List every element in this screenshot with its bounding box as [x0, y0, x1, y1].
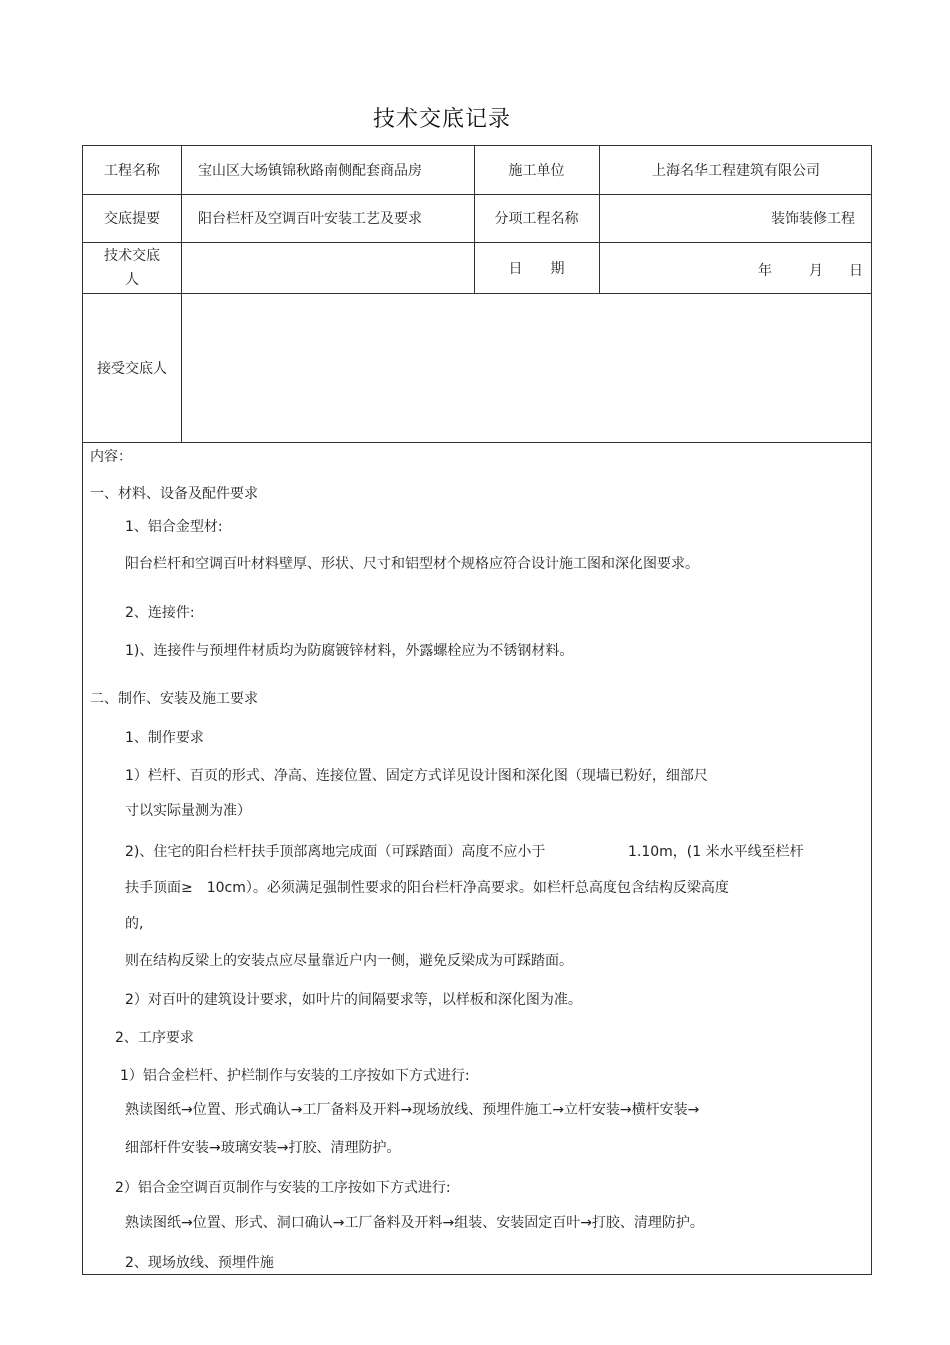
content-line: 1)、连接件与预埋件材质均为防腐镀锌材料，外露螺栓应为不锈钢材料。 [125, 643, 574, 659]
record-table [82, 145, 872, 1275]
document-title: 技术交底记录 [372, 107, 511, 132]
date-month: 月 [809, 263, 823, 279]
subitem-label: 分项工程名称 [494, 211, 579, 227]
content-line: 1）铝合金栏杆、护栏制作与安装的工序按如下方式进行: [120, 1068, 470, 1084]
section-heading: 二、制作、安装及施工要求 [90, 691, 258, 707]
subsection-heading: 2、现场放线、预埋件施 [125, 1255, 274, 1271]
subsection-heading: 1、制作要求 [125, 730, 204, 746]
content-line: 细部杆件安装→玻璃安装→打胶、清理防护。 [125, 1140, 401, 1156]
content-line: 扶手顶面≥ 10cm）。必须满足强制性要求的阳台栏杆净高要求。如栏杆总高度包含结构反梁高度 [125, 880, 729, 896]
project-name-value: 宝山区大场镇锦秋路南侧配套商品房 [198, 163, 422, 179]
section-heading: 一、材料、设备及配件要求 [90, 486, 258, 502]
subitem-value: 装饰装修工程 [771, 211, 855, 227]
content-heading: 内容： [90, 449, 132, 465]
date-year: 年 [758, 263, 772, 279]
content-line: 的, [125, 916, 144, 932]
contractor-label: 施工单位 [508, 163, 565, 179]
content-line: 则在结构反梁上的安装点应尽量靠近户内一侧，避免反梁成为可踩踏面。 [125, 953, 573, 969]
tech-person-label-line2: 人 [125, 271, 139, 288]
content-line: 熟读图纸→位置、形式、洞口确认→工厂备料及开料→组装、安装固定百叶→打胶、清理防护。 [125, 1215, 704, 1231]
content-line: 1）栏杆、百页的形式、净高、连接位置、固定方式详见设计图和深化图（现墙已粉好，细部尺 [125, 768, 708, 784]
content-line: 1.10m，(1 米水平线至栏杆 [628, 844, 804, 860]
project-name-label: 工程名称 [104, 163, 160, 179]
content-line: 寸以实际量测为准） [125, 803, 251, 819]
content-line: 2)、住宅的阳台栏杆扶手顶部离地完成面（可踩踏面）高度不应小于 [125, 844, 546, 860]
summary-label: 交底提要 [104, 211, 160, 227]
summary-value: 阳台栏杆及空调百叶安装工艺及要求 [198, 211, 422, 227]
subsection-heading: 1、铝合金型材: [125, 519, 223, 535]
contractor-value: 上海名华工程建筑有限公司 [652, 163, 820, 179]
row-divider [83, 442, 871, 443]
date-label: 日 期 [508, 260, 565, 277]
content-line: 阳台栏杆和空调百叶材料壁厚、形状、尺寸和铝型材个规格应符合设计施工图和深化图要求。 [125, 556, 699, 572]
content-line: 2）对百叶的建筑设计要求，如叶片的间隔要求等，以样板和深化图为准。 [125, 992, 582, 1008]
content-line: 熟读图纸→位置、形式确认→工厂备料及开料→现场放线、预埋件施工→立杆安装→横杆安装→ [125, 1102, 700, 1118]
subsection-heading: 2、连接件: [125, 605, 195, 621]
date-day: 日 [849, 263, 863, 279]
tech-person-label-line1: 技术交底 [104, 247, 160, 264]
receiver-label: 接受交底人 [97, 360, 167, 377]
receiver-value[interactable] [182, 294, 872, 442]
subsection-heading: 2、工序要求 [115, 1030, 194, 1046]
tech-person-label [83, 242, 181, 293]
content-line: 2）铝合金空调百页制作与安装的工序按如下方式进行: [115, 1180, 451, 1196]
tech-person-value[interactable] [182, 243, 473, 293]
